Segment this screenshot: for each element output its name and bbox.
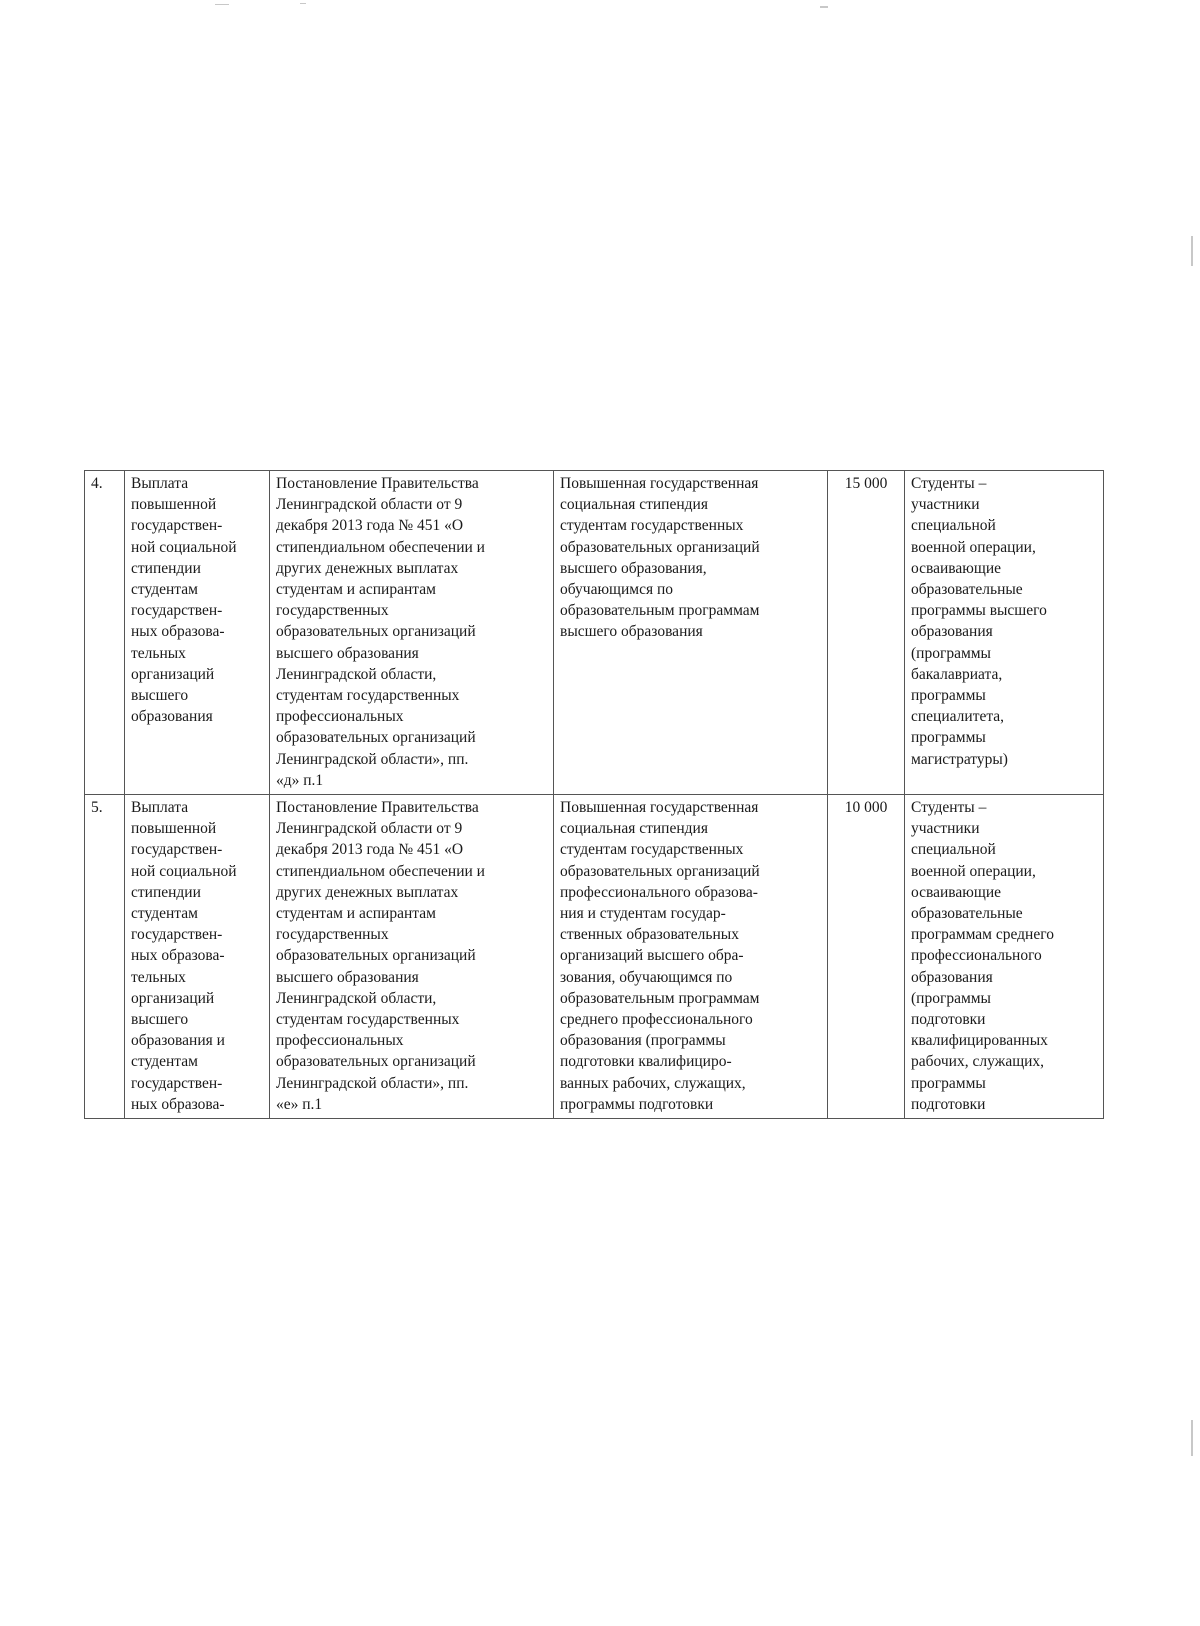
payment-description-cell: Повышенная государственная социальная стипендия студентам государственных образовательных организаций высшего образования, обучающимся по образовательным программам высшего образования	[554, 471, 828, 795]
row-number-cell: 4.	[85, 471, 125, 795]
legal-basis-cell: Постановление Правительства Ленинградской области от 9 декабря 2013 года № 451 «О стипендиальном обеспечении и других денежных выплатах студентам и аспирантам государственных образовательных организаций высшего образования Ленинградской области, студентам государственных профессиональных образовательных организаций Ленинградской области», пп. «д» п.1	[270, 471, 554, 795]
amount-cell: 15 000	[828, 471, 905, 795]
scan-speck	[215, 4, 229, 5]
table-row	[85, 471, 1104, 795]
payments-table	[84, 470, 1104, 1119]
recipients-cell: Студенты – участники специальной военной операции, осваивающие образовательные программам среднего профессионального образования (программы подготовки квалифицированных рабочих, служащих, программы подготовки	[905, 795, 1104, 1119]
table-row	[85, 795, 1104, 1119]
scan-speck	[1191, 1420, 1193, 1456]
payment-name-cell: Выплата повышенной государствен- ной социальной стипендии студентам государствен- ных образова- тельных организаций высшего образования	[125, 471, 270, 795]
scan-speck	[1191, 236, 1193, 266]
row-number-cell: 5.	[85, 795, 125, 1119]
payment-name-cell: Выплата повышенной государствен- ной социальной стипендии студентам государствен- ных образова- тельных организаций высшего образования и студентам государствен- ных образова-	[125, 795, 270, 1119]
recipients-cell: Студенты – участники специальной военной операции, осваивающие образовательные программы высшего образования (программы бакалавриата, программы специалитета, программы магистратуры)	[905, 471, 1104, 795]
amount-cell: 10 000	[828, 795, 905, 1119]
legal-basis-cell: Постановление Правительства Ленинградской области от 9 декабря 2013 года № 451 «О стипендиальном обеспечении и других денежных выплатах студентам и аспирантам государственных образовательных организаций высшего образования Ленинградской области, студентам государственных профессиональных образовательных организаций Ленинградской области», пп. «е» п.1	[270, 795, 554, 1119]
scan-speck	[820, 6, 828, 8]
payments-table-frame	[84, 470, 1103, 1115]
scan-speck	[300, 3, 306, 4]
payment-description-cell: Повышенная государственная социальная стипендия студентам государственных образовательных организаций профессионального образова- ния и студентам государ- ственных образовательных организаций высшего обра- зования, обучающимся по образовательным программам среднего профессионального образования (программы подготовки квалифициро- ванных рабочих, служащих, программы подготовки	[554, 795, 828, 1119]
